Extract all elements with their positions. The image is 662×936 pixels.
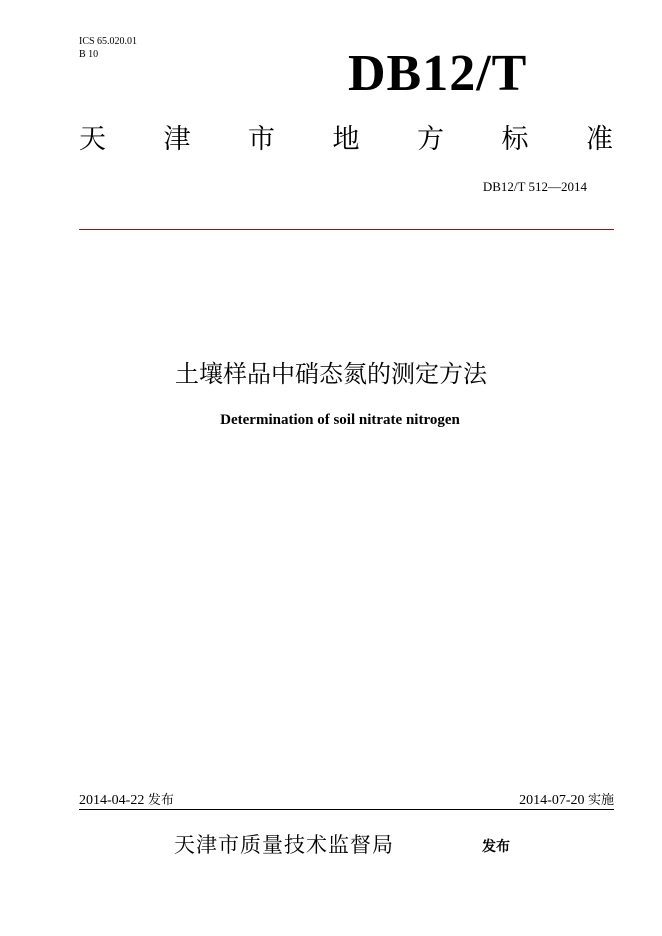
issuing-authority: 天津市质量技术监督局: [174, 833, 394, 857]
ccs-code: B 10: [79, 49, 99, 60]
standard-brand: DB12/T: [348, 45, 528, 102]
publish-date: 2014-04-22: [79, 793, 145, 808]
standard-type-char: 方: [417, 124, 444, 155]
footer-divider: [79, 809, 614, 810]
document-title-en: Determination of soil nitrate nitrogen: [220, 412, 460, 428]
standard-number: DB12/T 512—2014: [482, 179, 587, 194]
standard-type-char: 地: [332, 124, 360, 155]
ics-code: ICS 65.020.01: [79, 36, 138, 47]
standard-type-char: 市: [248, 124, 275, 155]
standard-type-heading: [79, 120, 613, 160]
implement-date: 2014-07-20: [519, 793, 585, 808]
issuing-label: 发布: [482, 839, 510, 855]
classification-codes: [79, 35, 137, 61]
standard-type-char: 标: [501, 124, 529, 155]
document-title-cn: 土壤样品中硝态氮的测定方法: [175, 360, 487, 388]
implement-date-line: [519, 789, 614, 809]
publish-label: 发布: [147, 793, 174, 808]
implement-label: 实施: [587, 793, 614, 808]
standard-type-char: 天: [79, 124, 106, 155]
header-divider: [79, 229, 614, 230]
standard-type-char: 准: [586, 124, 613, 155]
standard-type-char: 津: [163, 124, 191, 155]
publish-date-line: [79, 789, 174, 809]
